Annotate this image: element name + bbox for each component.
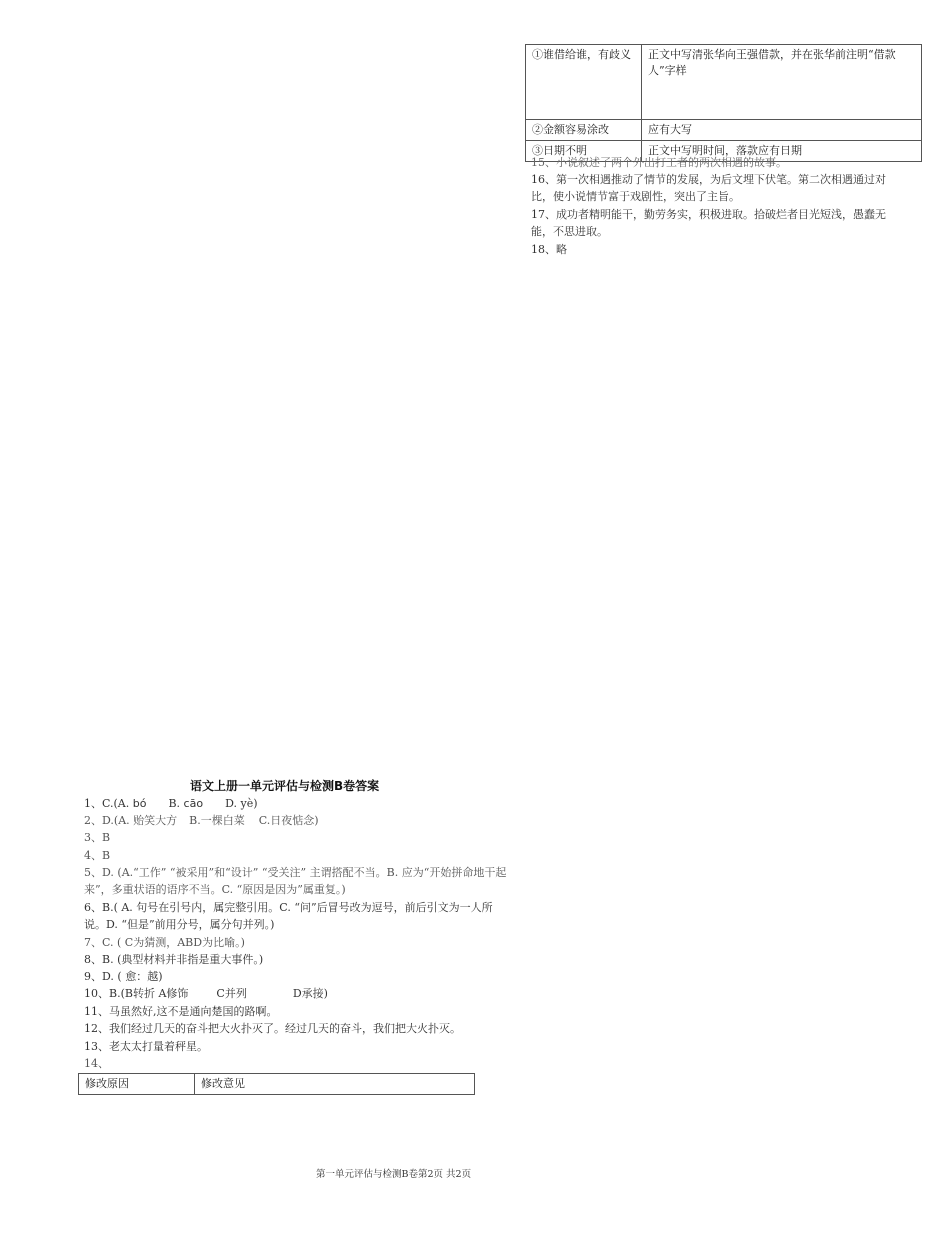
table-cell-problem: ①谁借给谁，有歧义 bbox=[526, 45, 642, 120]
answer-2-c: C.日夜惦念) bbox=[258, 814, 319, 827]
answer-12: 12、我们经过几天的奋斗把大火扑灭了。经过几天的奋斗，我们把大火扑灭。 bbox=[84, 1022, 461, 1035]
answer-3: 3、B bbox=[84, 831, 111, 844]
table-cell-fix: 正文中写明时间，落款应有日期 bbox=[642, 141, 922, 162]
answer-5: 5、D. (A.“工作” “被采用”和“设计” “受关注” 主谓搭配不当。B. 应为“开始拼命地干起来”，多重状语的语序不当。C. “原因是因为”属重复。) bbox=[84, 866, 507, 896]
answer-1 bbox=[84, 795, 258, 812]
answer-1-d: D. yè) bbox=[225, 797, 258, 810]
answer-4: 4、B bbox=[84, 849, 111, 862]
page-footer: 第一单元评估与检测B卷第2页 共2页 bbox=[316, 1169, 472, 1180]
answer-15: 15、小说叙述了两个外出打工者的两次相遇的故事。 bbox=[531, 156, 787, 169]
answer-11: 11、马虽然好,这不是通向楚国的路啊。 bbox=[84, 1005, 278, 1018]
answer-1-pinyin-a: bó bbox=[132, 797, 147, 810]
table-cell-fix: 正文中写清张华向王强借款，并在张华前注明“借款人”字样 bbox=[642, 45, 922, 120]
table-row bbox=[526, 45, 922, 120]
table-row bbox=[526, 120, 922, 141]
answer-key-title: 语文上册一单元评估与检测B卷答案 bbox=[190, 779, 380, 793]
table-header-row bbox=[79, 1074, 475, 1095]
answer-14-table bbox=[78, 1073, 475, 1095]
answer-9: 9、D. ( 愈：越) bbox=[84, 970, 163, 983]
answer-2-prefix: 2、D.(A. 贻笑大方 bbox=[84, 814, 178, 827]
answer-10-c: C并列 bbox=[216, 987, 247, 1000]
table-cell-problem: ③日期不明 bbox=[526, 141, 642, 162]
table-header-suggestion: 修改意见 bbox=[195, 1074, 475, 1095]
answer-10-prefix: 10、B.(B转折 A修饰 bbox=[84, 987, 189, 1000]
table-header-reason: 修改原因 bbox=[79, 1074, 195, 1095]
answer-1-prefix: 1、C.(A. bbox=[84, 797, 133, 810]
answer-14: 14、 bbox=[84, 1057, 109, 1070]
answer-1-b: B. bbox=[168, 797, 184, 810]
answer-16: 16、第一次相遇推动了情节的发展，为后文埋下伏笔。第二次相遇通过对比，使小说情节富于戏剧性，突出了主旨。 bbox=[531, 173, 886, 203]
answer-8: 8、B. (典型材料并非指是重大事件。) bbox=[84, 953, 264, 966]
answer-7: 7、C. ( C为猜测，ABD为比喻。) bbox=[84, 936, 245, 949]
answer-10-d: D承接) bbox=[292, 987, 328, 1000]
answer-18: 18、略 bbox=[531, 243, 567, 256]
table-cell-problem: ②金额容易涂改 bbox=[526, 120, 642, 141]
top-answer-table bbox=[525, 44, 922, 162]
answer-10 bbox=[84, 985, 328, 1002]
answer-2-b: B.一棵白菜 bbox=[189, 814, 245, 827]
answer-2 bbox=[84, 812, 319, 829]
answer-13: 13、老太太打量着秤星。 bbox=[84, 1040, 208, 1053]
answer-1-pinyin-b: cāo bbox=[183, 797, 204, 810]
answer-6: 6、B.( A. 句号在引号内，属完整引用。C. “问”后冒号改为逗号，前后引文为一人所说。D. “但是”前用分号，属分句并列。) bbox=[84, 901, 493, 931]
answer-17: 17、成功者精明能干，勤劳务实，积极进取。拾破烂者目光短浅，愚蠢无能，不思进取。 bbox=[531, 208, 886, 238]
table-cell-fix: 应有大写 bbox=[642, 120, 922, 141]
